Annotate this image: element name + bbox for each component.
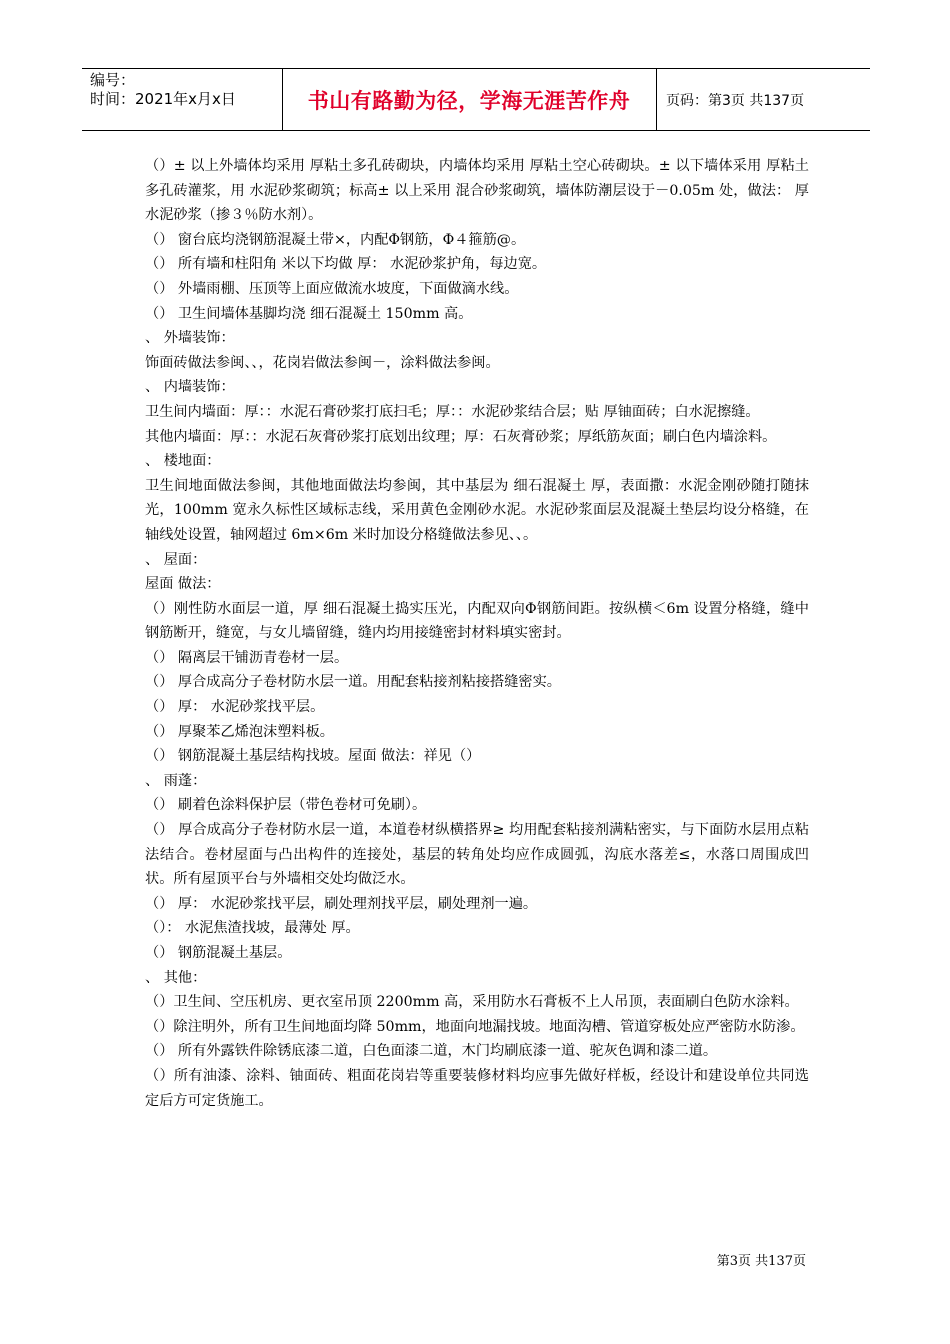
paragraph: （） 钢筋混凝土基层结构找坡。屋面 做法：祥见（） <box>145 748 481 765</box>
paragraph: （）： 水泥焦渣找坡，最薄处 厚。 <box>145 920 360 937</box>
paragraph: （） 厚聚苯乙烯泡沫塑料板。 <box>145 723 334 740</box>
paragraph: （） 厚： 水泥砂浆找平层。 <box>145 699 325 716</box>
paragraph: （）刚性防水面层一道，厚 细石混凝土捣实压光，内配双向Φ钢筋间距。按纵横＜6m 设置分格缝，缝中钢筋断开，缝宽，与女儿墙留缝，缝内均用接缝密封材料填实密封。 <box>145 600 809 642</box>
paragraph: 卫生间地面做法参闽，其他地面做法均参闽，其中基层为 细石混凝土 厚，表面撒：水泥金刚砂随打随抹光，100mm 宽永久标性区域标志线，采用黄色金刚砂水泥。水泥砂浆面层及混凝土垫层均设分格缝，在轴线处设置，轴网超过 6m×6m 米时加设分格缝做法参见、、。 <box>145 477 809 543</box>
paragraph: 屋面 做法： <box>145 576 221 593</box>
paragraph: （） 卫生间墙体基脚均浇 细石混凝土 150mm 高。 <box>145 305 473 322</box>
paragraph: （）卫生间、空压机房、更衣室吊顶 2200mm 高，采用防水石膏板不上人吊顶，表面刷白色防水涂料。 <box>145 994 799 1011</box>
paragraph: （）± 以上外墙体均采用 厚粘土多孔砖砌块，内墙体均采用 厚粘土空心砖砌块。± 以下墙体采用 厚粘土多孔砖灌浆，用 水泥砂浆砌筑；标高± 以上采用 混合砂浆砌筑，墙体防潮层设于－0.05m 处，做法： 厚 水泥砂浆（掺３％防水剂）。 <box>145 158 809 224</box>
document-body <box>145 154 809 1113</box>
paragraph: （） 刷着色涂料保护层（带色卷材可免刷）。 <box>145 797 427 814</box>
section-heading: 、 雨蓬： <box>145 772 207 789</box>
paragraph: （） 厚合成高分子卷材防水层一道。用配套粘接剂粘接搭缝密实。 <box>145 674 561 691</box>
paragraph: 其他内墙面：厚：：水泥石灰膏砂浆打底划出纹理；厚：石灰膏砂浆；厚纸筋灰面；刷白色内墙涂料。 <box>145 428 777 445</box>
paragraph: （） 钢筋混凝土基层。 <box>145 945 292 961</box>
paragraph: （）所有油漆、涂料、铀面砖、粗面花岗岩等重要装修材料均应事先做好样板，经设计和建设单位共同选定后方可定货施工。 <box>145 1067 809 1109</box>
paragraph: （） 所有外露铁件除锈底漆二道，白色面漆二道，木门均刷底漆一道、驼灰色调和漆二道。 <box>145 1043 718 1060</box>
page-footer: 第3页 共137页 <box>716 1254 806 1269</box>
paragraph: （） 所有墙和柱阳角 米以下均做 厚： 水泥砂浆护角，每边宽。 <box>145 256 547 273</box>
paragraph: （） 窗台底均浇钢筋混凝土带×，内配Φ钢筋，Φ４箍筋@。 <box>145 231 526 248</box>
section-heading: 、 楼地面： <box>145 453 221 470</box>
header-motto: 书山有路勤为径，学海无涯苦作舟 <box>307 88 631 113</box>
section-heading: 、 内墙装饰： <box>145 379 235 396</box>
code-label: 编号： <box>90 71 136 89</box>
paragraph: （）除注明外，所有卫生间地面均降 50mm，地面向地漏找坡。地面沟槽、管道穿板处应严密防水防渗。 <box>145 1018 805 1035</box>
header-meta <box>90 71 286 109</box>
header-page-label: 页码：第3页 共137页 <box>666 92 805 109</box>
paragraph: （） 厚： 水泥砂浆找平层，刷处理剂找平层，刷处理剂一遍。 <box>145 895 538 912</box>
paragraph: （） 外墙雨棚、压顶等上面应做流水坡度，下面做滴水线。 <box>145 280 519 297</box>
section-heading: 、 外墙装饰： <box>145 330 235 347</box>
paragraph: （） 厚合成高分子卷材防水层一道，本道卷材纵横搭界≥ 均用配套粘接剂满粘密实，与下面防水层用点粘法结合。卷材屋面与凸出构件的连接处，基层的转角处均应作成圆弧，沟底水落差≤，水落口周围成凹状。所有屋顶平台与外墙相交处均做泛水。 <box>145 822 809 888</box>
paragraph: 卫生间内墙面：厚：：水泥石膏砂浆打底扫毛；厚：：水泥砂浆结合层；贴 厚铀面砖；白水泥擦缝。 <box>145 403 760 420</box>
header-divider <box>656 69 657 130</box>
paragraph: （） 隔离层干铺沥青卷材一层。 <box>145 649 349 666</box>
paragraph: 饰面砖做法参闽、、，花岗岩做法参闽－，涂料做法参闽。 <box>145 354 500 371</box>
page-header <box>82 68 870 131</box>
time-label: 时间：2021年x月x日 <box>90 90 236 108</box>
section-heading: 、 屋面： <box>145 551 207 568</box>
section-heading: 、 其他： <box>145 969 207 986</box>
